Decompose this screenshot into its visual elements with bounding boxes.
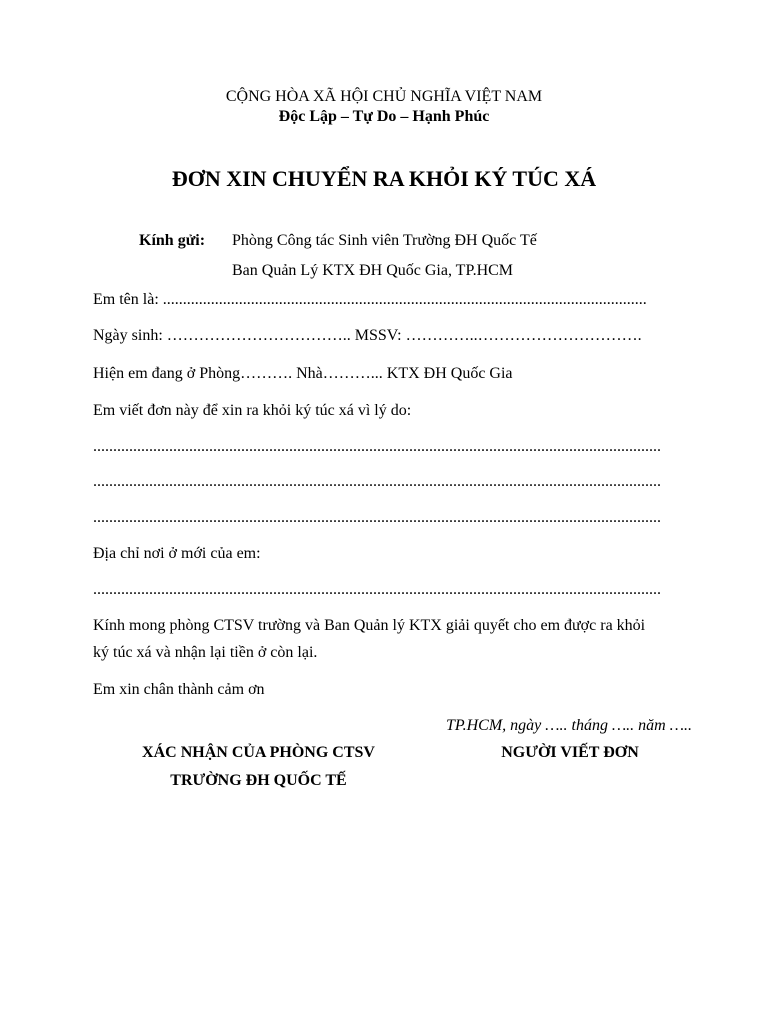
request-line-1: Kính mong phòng CTSV trường và Ban Quản lý KTX giải quyết cho em được ra khỏi (93, 617, 646, 634)
date-line: TP.HCM, ngày ….. tháng ….. năm ….. (446, 717, 692, 734)
reason-line-1: .............................................................................................................................................. (93, 439, 661, 455)
recipient-label: Kính gửi: (139, 232, 206, 249)
recipient-line-1: Phòng Công tác Sinh viên Trường ĐH Quốc Tế (232, 232, 537, 249)
address-label: Địa chỉ nơi ở mới của em: (93, 545, 261, 562)
reason-line-3: .............................................................................................................................................. (93, 510, 661, 526)
room-field: Hiện em đang ở Phòng………. Nhà………... KTX ĐH Quốc Gia (93, 365, 513, 382)
national-name: CỘNG HÒA XÃ HỘI CHỦ NGHĨA VIỆT NAM (225, 88, 543, 105)
thanks-text: Em xin chân thành cảm ơn (93, 681, 265, 698)
left-signature-line-2: TRƯỜNG ĐH QUỐC TẾ (170, 772, 347, 789)
reason-line-2: .............................................................................................................................................. (93, 474, 661, 490)
birth-mssv-field: Ngày sinh: …………………………….. MSSV: …………..…………………………. (93, 327, 642, 344)
left-signature-line-1: XÁC NHẬN CỦA PHÒNG CTSV (142, 744, 375, 761)
right-signature-label: NGƯỜI VIẾT ĐƠN (501, 744, 639, 761)
document-title: ĐƠN XIN CHUYỂN RA KHỎI KÝ TÚC XÁ (171, 166, 597, 191)
request-line-2: ký túc xá và nhận lại tiền ở còn lại. (93, 644, 318, 661)
recipient-line-2: Ban Quản Lý KTX ĐH Quốc Gia, TP.HCM (232, 262, 514, 279)
reason-label: Em viết đơn này để xin ra khỏi ký túc xá vì lý do: (93, 402, 412, 419)
name-field: Em tên là: ......................................................................................................................... (93, 292, 647, 308)
national-motto: Độc Lập – Tự Do – Hạnh Phúc (278, 108, 490, 125)
address-line: .............................................................................................................................................. (93, 582, 661, 598)
